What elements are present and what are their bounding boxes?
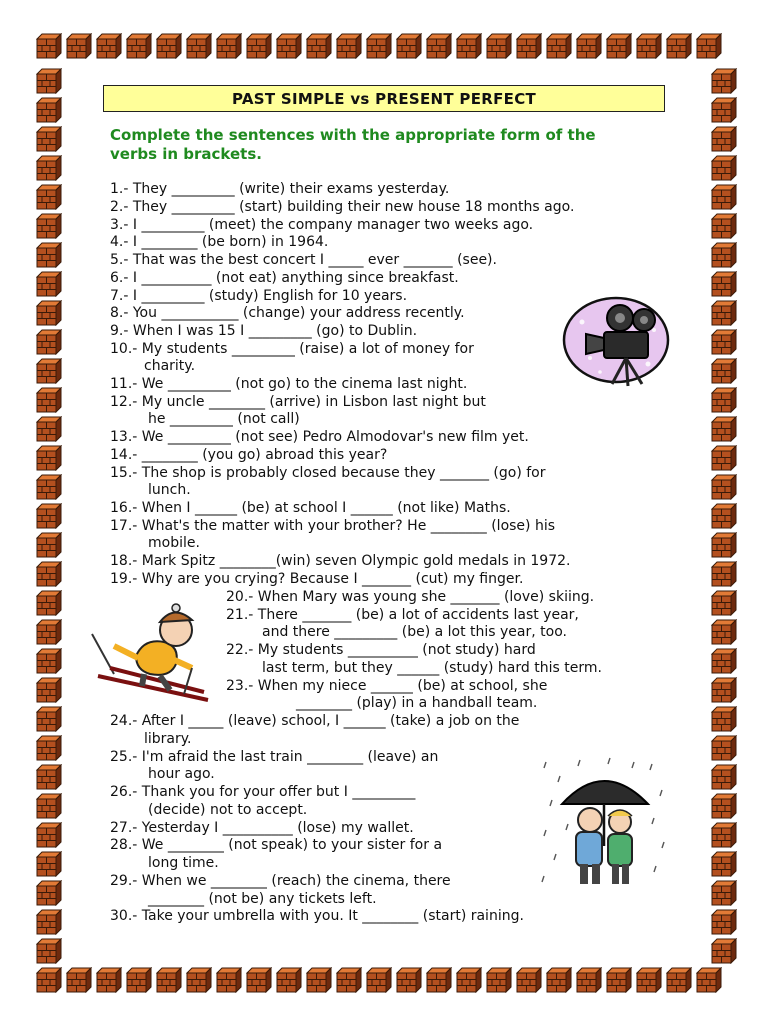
brick-icon	[366, 33, 392, 59]
brick-icon	[276, 967, 302, 993]
brick-border-top	[36, 33, 722, 59]
brick-icon	[711, 503, 737, 529]
brick-icon	[336, 967, 362, 993]
brick-icon	[36, 271, 62, 297]
brick-icon	[711, 648, 737, 674]
brick-icon	[546, 33, 572, 59]
brick-icon	[711, 68, 737, 94]
brick-icon	[156, 33, 182, 59]
exercise-line-cont: mobile.	[148, 535, 200, 551]
brick-icon	[306, 967, 332, 993]
brick-icon	[36, 155, 62, 181]
brick-icon	[246, 33, 272, 59]
brick-icon	[711, 155, 737, 181]
brick-icon	[36, 532, 62, 558]
exercise-line: 27.- Yesterday I __________ (lose) my wallet.	[110, 820, 414, 836]
worksheet-title-box	[103, 85, 665, 112]
brick-icon	[36, 329, 62, 355]
exercise-line: 19.- Why are you crying? Because I _______ (cut) my finger.	[110, 571, 524, 587]
exercise-line-cont: ________ (not be) any tickets left.	[148, 891, 377, 907]
brick-icon	[36, 706, 62, 732]
brick-icon	[711, 213, 737, 239]
brick-icon	[711, 184, 737, 210]
exercise-line-cont: lunch.	[148, 482, 191, 498]
brick-icon	[711, 793, 737, 819]
brick-icon	[216, 33, 242, 59]
exercise-line: 14.- ________ (you go) abroad this year?	[110, 447, 388, 463]
brick-icon	[216, 967, 242, 993]
film-camera-image	[560, 294, 672, 390]
brick-icon	[36, 300, 62, 326]
exercise-line: 4.- I ________ (be born) in 1964.	[110, 234, 329, 250]
brick-icon	[36, 735, 62, 761]
brick-border-bottom	[36, 967, 722, 993]
brick-icon	[36, 677, 62, 703]
brick-icon	[711, 300, 737, 326]
brick-icon	[696, 967, 722, 993]
brick-icon	[576, 967, 602, 993]
brick-icon	[36, 648, 62, 674]
brick-icon	[711, 909, 737, 935]
brick-icon	[711, 271, 737, 297]
brick-icon	[711, 735, 737, 761]
exercise-line: 13.- We _________ (not see) Pedro Almodovar's new film yet.	[110, 429, 529, 445]
exercise-line-cont: he _________ (not call)	[148, 411, 300, 427]
exercise-line: 26.- Thank you for your offer but I _________	[110, 784, 416, 800]
brick-icon	[36, 33, 62, 59]
exercise-line: 22.- My students __________ (not study) hard	[226, 642, 536, 658]
brick-icon	[186, 33, 212, 59]
brick-icon	[711, 329, 737, 355]
brick-icon	[711, 97, 737, 123]
exercise-line: 9.- When I was 15 I _________ (go) to Dublin.	[110, 323, 418, 339]
brick-icon	[36, 358, 62, 384]
exercise-line: 1.- They _________ (write) their exams yesterday.	[110, 181, 450, 197]
brick-icon	[96, 967, 122, 993]
brick-icon	[711, 619, 737, 645]
brick-icon	[36, 416, 62, 442]
brick-icon	[516, 967, 542, 993]
exercise-line: 20.- When Mary was young she _______ (love) skiing.	[226, 589, 595, 605]
brick-icon	[36, 909, 62, 935]
exercise-line: 8.- You ___________ (change) your address recently.	[110, 305, 465, 321]
instructions: Complete the sentences with the appropriate form of the verbs in brackets.	[110, 126, 596, 163]
exercise-line: 29.- When we ________ (reach) the cinema, there	[110, 873, 451, 889]
brick-icon	[486, 33, 512, 59]
brick-icon	[426, 33, 452, 59]
brick-icon	[36, 387, 62, 413]
brick-icon	[156, 967, 182, 993]
brick-icon	[36, 619, 62, 645]
brick-icon	[126, 33, 152, 59]
exercise-line-cont: last term, but they ______ (study) hard this term.	[262, 660, 602, 676]
brick-icon	[711, 416, 737, 442]
exercise-line: 24.- After I _____ (leave) school, I ______ (take) a job on the	[110, 713, 520, 729]
brick-icon	[711, 474, 737, 500]
brick-icon	[36, 561, 62, 587]
brick-icon	[711, 532, 737, 558]
exercise-line: 10.- My students _________ (raise) a lot of money for	[110, 341, 474, 357]
brick-icon	[516, 33, 542, 59]
brick-icon	[276, 33, 302, 59]
exercise-line-cont: hour ago.	[148, 766, 215, 782]
brick-icon	[36, 242, 62, 268]
brick-border-right	[711, 68, 737, 964]
exercise-line-cont: long time.	[148, 855, 219, 871]
exercise-line: 2.- They _________ (start) building their new house 18 months ago.	[110, 199, 575, 215]
brick-icon	[426, 967, 452, 993]
brick-icon	[636, 33, 662, 59]
brick-icon	[711, 590, 737, 616]
brick-icon	[711, 387, 737, 413]
brick-icon	[711, 880, 737, 906]
umbrella-couple-image	[540, 754, 670, 890]
brick-icon	[456, 33, 482, 59]
brick-icon	[546, 967, 572, 993]
brick-icon	[336, 33, 362, 59]
exercise-line: 7.- I _________ (study) English for 10 years.	[110, 288, 408, 304]
brick-icon	[96, 33, 122, 59]
brick-icon	[711, 706, 737, 732]
brick-icon	[36, 445, 62, 471]
brick-icon	[711, 764, 737, 790]
brick-icon	[36, 213, 62, 239]
brick-icon	[186, 967, 212, 993]
skier-image	[84, 598, 214, 708]
brick-icon	[396, 33, 422, 59]
brick-icon	[576, 33, 602, 59]
exercise-line: 28.- We ________ (not speak) to your sister for a	[110, 837, 443, 853]
brick-icon	[36, 938, 62, 964]
brick-icon	[711, 242, 737, 268]
exercise-line-cont: and there _________ (be) a lot this year, too.	[262, 624, 567, 640]
exercise-line: 3.- I _________ (meet) the company manager two weeks ago.	[110, 217, 534, 233]
brick-icon	[36, 126, 62, 152]
exercise-line: 15.- The shop is probably closed because they _______ (go) for	[110, 465, 546, 481]
brick-icon	[711, 561, 737, 587]
exercise-line-cont: library.	[144, 731, 192, 747]
brick-icon	[36, 822, 62, 848]
brick-icon	[36, 68, 62, 94]
exercise-line: 16.- When I ______ (be) at school I ______ (not like) Maths.	[110, 500, 511, 516]
brick-icon	[606, 33, 632, 59]
brick-icon	[711, 445, 737, 471]
brick-icon	[711, 938, 737, 964]
brick-icon	[711, 822, 737, 848]
brick-icon	[36, 97, 62, 123]
brick-icon	[306, 33, 332, 59]
brick-icon	[36, 967, 62, 993]
brick-border-left	[36, 68, 62, 964]
brick-icon	[36, 764, 62, 790]
exercise-line: 21.- There _______ (be) a lot of accidents last year,	[226, 607, 579, 623]
brick-icon	[711, 358, 737, 384]
exercise-line: 23.- When my niece ______ (be) at school, she	[226, 678, 548, 694]
brick-icon	[636, 967, 662, 993]
brick-icon	[366, 967, 392, 993]
brick-icon	[666, 33, 692, 59]
brick-icon	[66, 967, 92, 993]
exercise-line: 17.- What's the matter with your brother? He ________ (lose) his	[110, 518, 556, 534]
exercise-line-cont: ________ (play) in a handball team.	[296, 695, 538, 711]
worksheet-title: PAST SIMPLE vs PRESENT PERFECT	[231, 89, 537, 108]
brick-icon	[711, 126, 737, 152]
brick-icon	[486, 967, 512, 993]
brick-icon	[396, 967, 422, 993]
exercise-line: 11.- We _________ (not go) to the cinema last night.	[110, 376, 468, 392]
exercise-line-cont: charity.	[144, 358, 196, 374]
brick-icon	[711, 851, 737, 877]
brick-icon	[36, 880, 62, 906]
brick-icon	[606, 967, 632, 993]
brick-icon	[36, 474, 62, 500]
exercise-line: 6.- I __________ (not eat) anything since breakfast.	[110, 270, 459, 286]
exercise-line: 12.- My uncle ________ (arrive) in Lisbon last night but	[110, 394, 486, 410]
brick-icon	[36, 851, 62, 877]
exercise-line: 18.- Mark Spitz ________(win) seven Olympic gold medals in 1972.	[110, 553, 571, 569]
brick-icon	[66, 33, 92, 59]
brick-icon	[456, 967, 482, 993]
brick-icon	[666, 967, 692, 993]
exercise-line-cont: (decide) not to accept.	[148, 802, 308, 818]
brick-icon	[126, 967, 152, 993]
brick-icon	[36, 184, 62, 210]
brick-icon	[711, 677, 737, 703]
exercise-line: 5.- That was the best concert I _____ ever _______ (see).	[110, 252, 497, 268]
brick-icon	[36, 590, 62, 616]
brick-icon	[36, 503, 62, 529]
brick-icon	[246, 967, 272, 993]
exercise-line: 25.- I'm afraid the last train ________ (leave) an	[110, 749, 439, 765]
exercise-line: 30.- Take your umbrella with you. It ________ (start) raining.	[110, 908, 524, 924]
brick-icon	[696, 33, 722, 59]
brick-icon	[36, 793, 62, 819]
